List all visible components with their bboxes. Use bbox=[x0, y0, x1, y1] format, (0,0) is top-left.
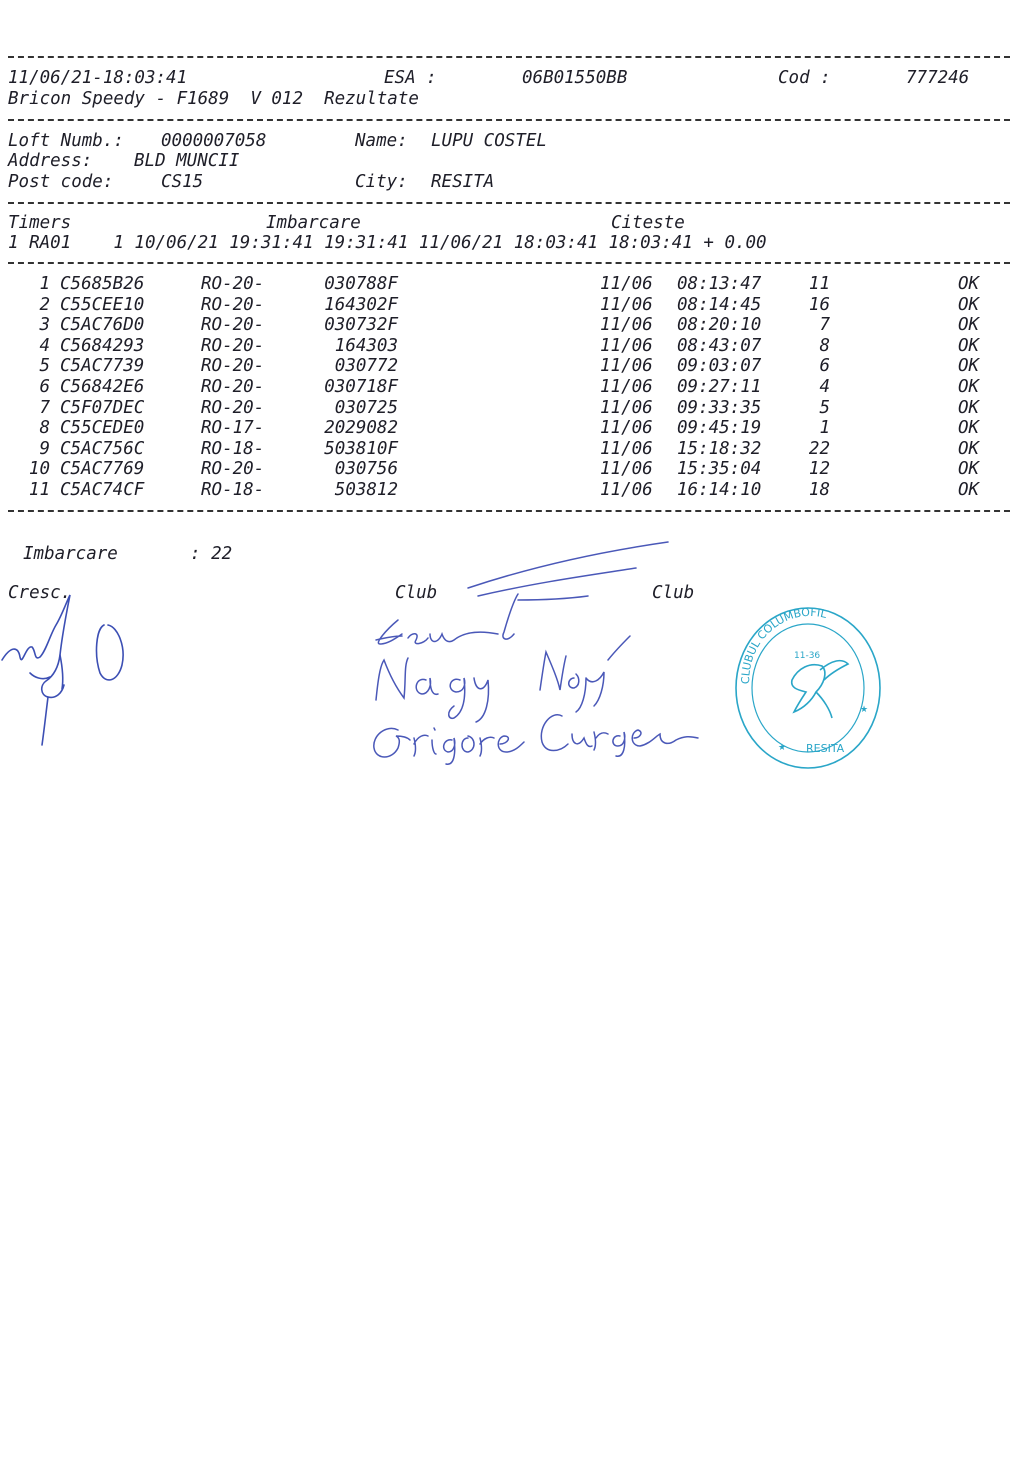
status-badge: OK bbox=[958, 356, 980, 377]
svg-text:RESITA: RESITA bbox=[806, 742, 845, 755]
row-number: 2 bbox=[39, 294, 50, 315]
postcode-value: CS15 bbox=[161, 172, 204, 192]
arrival-time: 08:43:07 bbox=[677, 335, 762, 356]
status-badge: OK bbox=[958, 438, 980, 459]
table-row bbox=[0, 356, 1024, 376]
ring-number: 030718F bbox=[324, 377, 398, 397]
status-badge: OK bbox=[958, 315, 980, 336]
city-value: RESITA bbox=[431, 172, 495, 192]
ring-number: 164302F bbox=[324, 294, 398, 315]
table-row bbox=[0, 315, 1024, 335]
ring-number: 030725 bbox=[334, 397, 398, 418]
arrival-date: 11/06 bbox=[600, 315, 653, 336]
chip-id: C5AC76D0 bbox=[60, 315, 145, 336]
arrival-time: 15:35:04 bbox=[677, 459, 762, 480]
row-number: 1 bbox=[39, 274, 50, 294]
address-label: Address: bbox=[8, 151, 93, 171]
status-badge: OK bbox=[958, 480, 980, 500]
row-number: 10 bbox=[28, 459, 50, 480]
row-number: 6 bbox=[39, 377, 50, 397]
arrival-date: 11/06 bbox=[600, 480, 653, 500]
arrival-date: 11/06 bbox=[600, 335, 653, 356]
svg-text:★: ★ bbox=[778, 743, 787, 753]
row-number: 5 bbox=[39, 356, 50, 377]
ring-number: 503812 bbox=[334, 480, 398, 500]
arrival-time: 09:27:11 bbox=[677, 377, 762, 397]
ring-prefix: RO-20- bbox=[201, 459, 265, 480]
ring-prefix: RO-20- bbox=[201, 356, 265, 377]
imbarcare-summary-label: Imbarcare bbox=[23, 544, 118, 564]
table-row bbox=[0, 398, 1024, 418]
position: 7 bbox=[819, 315, 830, 336]
club-label-2: Club bbox=[652, 583, 695, 603]
chip-id: C5AC7739 bbox=[60, 356, 145, 377]
row-number: 11 bbox=[28, 480, 50, 500]
ring-prefix: RO-20- bbox=[201, 377, 265, 397]
table-row bbox=[0, 480, 1024, 500]
chip-id: C56842E6 bbox=[60, 377, 145, 397]
row-number: 3 bbox=[39, 315, 50, 336]
arrival-time: 15:18:32 bbox=[677, 438, 762, 459]
table-row bbox=[0, 418, 1024, 438]
status-badge: OK bbox=[958, 418, 980, 439]
cod-value: 777246 bbox=[906, 68, 970, 88]
table-row bbox=[0, 439, 1024, 459]
ring-prefix: RO-20- bbox=[201, 274, 265, 294]
ring-prefix: RO-20- bbox=[201, 315, 265, 336]
position: 6 bbox=[819, 356, 830, 377]
position: 22 bbox=[808, 438, 830, 459]
position: 16 bbox=[808, 294, 830, 315]
arrival-date: 11/06 bbox=[600, 438, 653, 459]
status-badge: OK bbox=[958, 274, 980, 294]
chip-id: C5AC756C bbox=[60, 438, 145, 459]
arrival-date: 11/06 bbox=[600, 459, 653, 480]
arrival-date: 11/06 bbox=[600, 377, 653, 397]
status-badge: OK bbox=[958, 397, 980, 418]
ring-prefix: RO-20- bbox=[201, 294, 265, 315]
ring-prefix: RO-18- bbox=[201, 480, 265, 500]
separator-loft bbox=[8, 202, 1010, 204]
ring-number: 030732F bbox=[324, 315, 398, 336]
chip-id: C5AC7769 bbox=[60, 459, 145, 480]
chip-id: C5685B26 bbox=[60, 274, 145, 294]
arrival-date: 11/06 bbox=[600, 397, 653, 418]
club-label-1: Club bbox=[395, 583, 438, 603]
ring-prefix: RO-20- bbox=[201, 335, 265, 356]
arrival-time: 08:20:10 bbox=[677, 315, 762, 336]
position: 12 bbox=[808, 459, 830, 480]
esa-label: ESA : bbox=[384, 68, 437, 88]
position: 11 bbox=[808, 274, 830, 294]
status-badge: OK bbox=[958, 459, 980, 480]
table-row bbox=[0, 377, 1024, 397]
imbarcare-summary-value: : 22 bbox=[190, 544, 233, 564]
position: 18 bbox=[808, 480, 830, 500]
row-number: 4 bbox=[39, 335, 50, 356]
status-badge: OK bbox=[958, 294, 980, 315]
arrival-time: 09:33:35 bbox=[677, 397, 762, 418]
arrival-time: 08:14:45 bbox=[677, 294, 762, 315]
device-line: Bricon Speedy - F1689 V 012 Rezultate bbox=[8, 89, 419, 109]
position: 4 bbox=[819, 377, 830, 397]
separator-results bbox=[8, 510, 1010, 512]
timers-label: Timers bbox=[8, 213, 72, 233]
position: 1 bbox=[819, 418, 830, 439]
imbarcare-header: Imbarcare bbox=[266, 213, 361, 233]
esa-value: 06B01550BB bbox=[522, 68, 628, 88]
postcode-label: Post code: bbox=[8, 172, 114, 192]
status-badge: OK bbox=[958, 377, 980, 397]
position: 5 bbox=[819, 397, 830, 418]
chip-id: C5AC74CF bbox=[60, 480, 145, 500]
arrival-time: 09:03:07 bbox=[677, 356, 762, 377]
ring-number: 164303 bbox=[334, 335, 398, 356]
address-value: BLD MUNCII bbox=[134, 151, 240, 171]
ring-number: 2029082 bbox=[324, 418, 398, 439]
breeder-signature bbox=[0, 585, 150, 755]
separator-header bbox=[8, 119, 1010, 121]
city-label: City: bbox=[355, 172, 408, 192]
name-label: Name: bbox=[355, 131, 408, 151]
arrival-time: 08:13:47 bbox=[677, 274, 762, 294]
club-signatures bbox=[368, 540, 708, 765]
report-datetime: 11/06/21-18:03:41 bbox=[8, 68, 188, 88]
row-number: 9 bbox=[39, 438, 50, 459]
chip-id: C5F07DEC bbox=[60, 397, 145, 418]
name-value: LUPU COSTEL bbox=[431, 131, 547, 151]
chip-id: C55CEDE0 bbox=[60, 418, 145, 439]
timer-line: 1 RA01 1 10/06/21 19:31:41 19:31:41 11/06/21 18:03:41 18:03:41 + 0.00 bbox=[8, 233, 767, 253]
separator-top bbox=[8, 56, 1010, 58]
separator-timers bbox=[8, 262, 1010, 264]
row-number: 8 bbox=[39, 418, 50, 439]
loft-number-label: Loft Numb.: bbox=[8, 131, 124, 151]
status-badge: OK bbox=[958, 335, 980, 356]
loft-number-value: 0000007058 bbox=[161, 131, 267, 151]
arrival-date: 11/06 bbox=[600, 418, 653, 439]
svg-text:CLUBUL COLUMBOFIL: CLUBUL COLUMBOFIL bbox=[739, 605, 829, 685]
ring-number: 030772 bbox=[334, 356, 398, 377]
ring-prefix: RO-20- bbox=[201, 397, 265, 418]
club-stamp bbox=[732, 600, 884, 770]
arrival-date: 11/06 bbox=[600, 356, 653, 377]
ring-number: 030788F bbox=[324, 274, 398, 294]
ring-prefix: RO-18- bbox=[201, 438, 265, 459]
table-row bbox=[0, 459, 1024, 479]
ring-prefix: RO-17- bbox=[201, 418, 265, 439]
table-row bbox=[0, 336, 1024, 356]
ring-number: 503810F bbox=[324, 438, 398, 459]
svg-text:11-36: 11-36 bbox=[794, 651, 821, 661]
arrival-time: 16:14:10 bbox=[677, 480, 762, 500]
ring-number: 030756 bbox=[334, 459, 398, 480]
chip-id: C55CEE10 bbox=[60, 294, 145, 315]
table-row bbox=[0, 274, 1024, 294]
arrival-date: 11/06 bbox=[600, 294, 653, 315]
arrival-date: 11/06 bbox=[600, 274, 653, 294]
table-row bbox=[0, 295, 1024, 315]
cod-label: Cod : bbox=[778, 68, 831, 88]
row-number: 7 bbox=[39, 397, 50, 418]
citeste-header: Citeste bbox=[611, 213, 685, 233]
position: 8 bbox=[819, 335, 830, 356]
svg-text:★: ★ bbox=[860, 705, 869, 715]
chip-id: C5684293 bbox=[60, 335, 145, 356]
crescator-label: Cresc. bbox=[8, 583, 72, 603]
arrival-time: 09:45:19 bbox=[677, 418, 762, 439]
